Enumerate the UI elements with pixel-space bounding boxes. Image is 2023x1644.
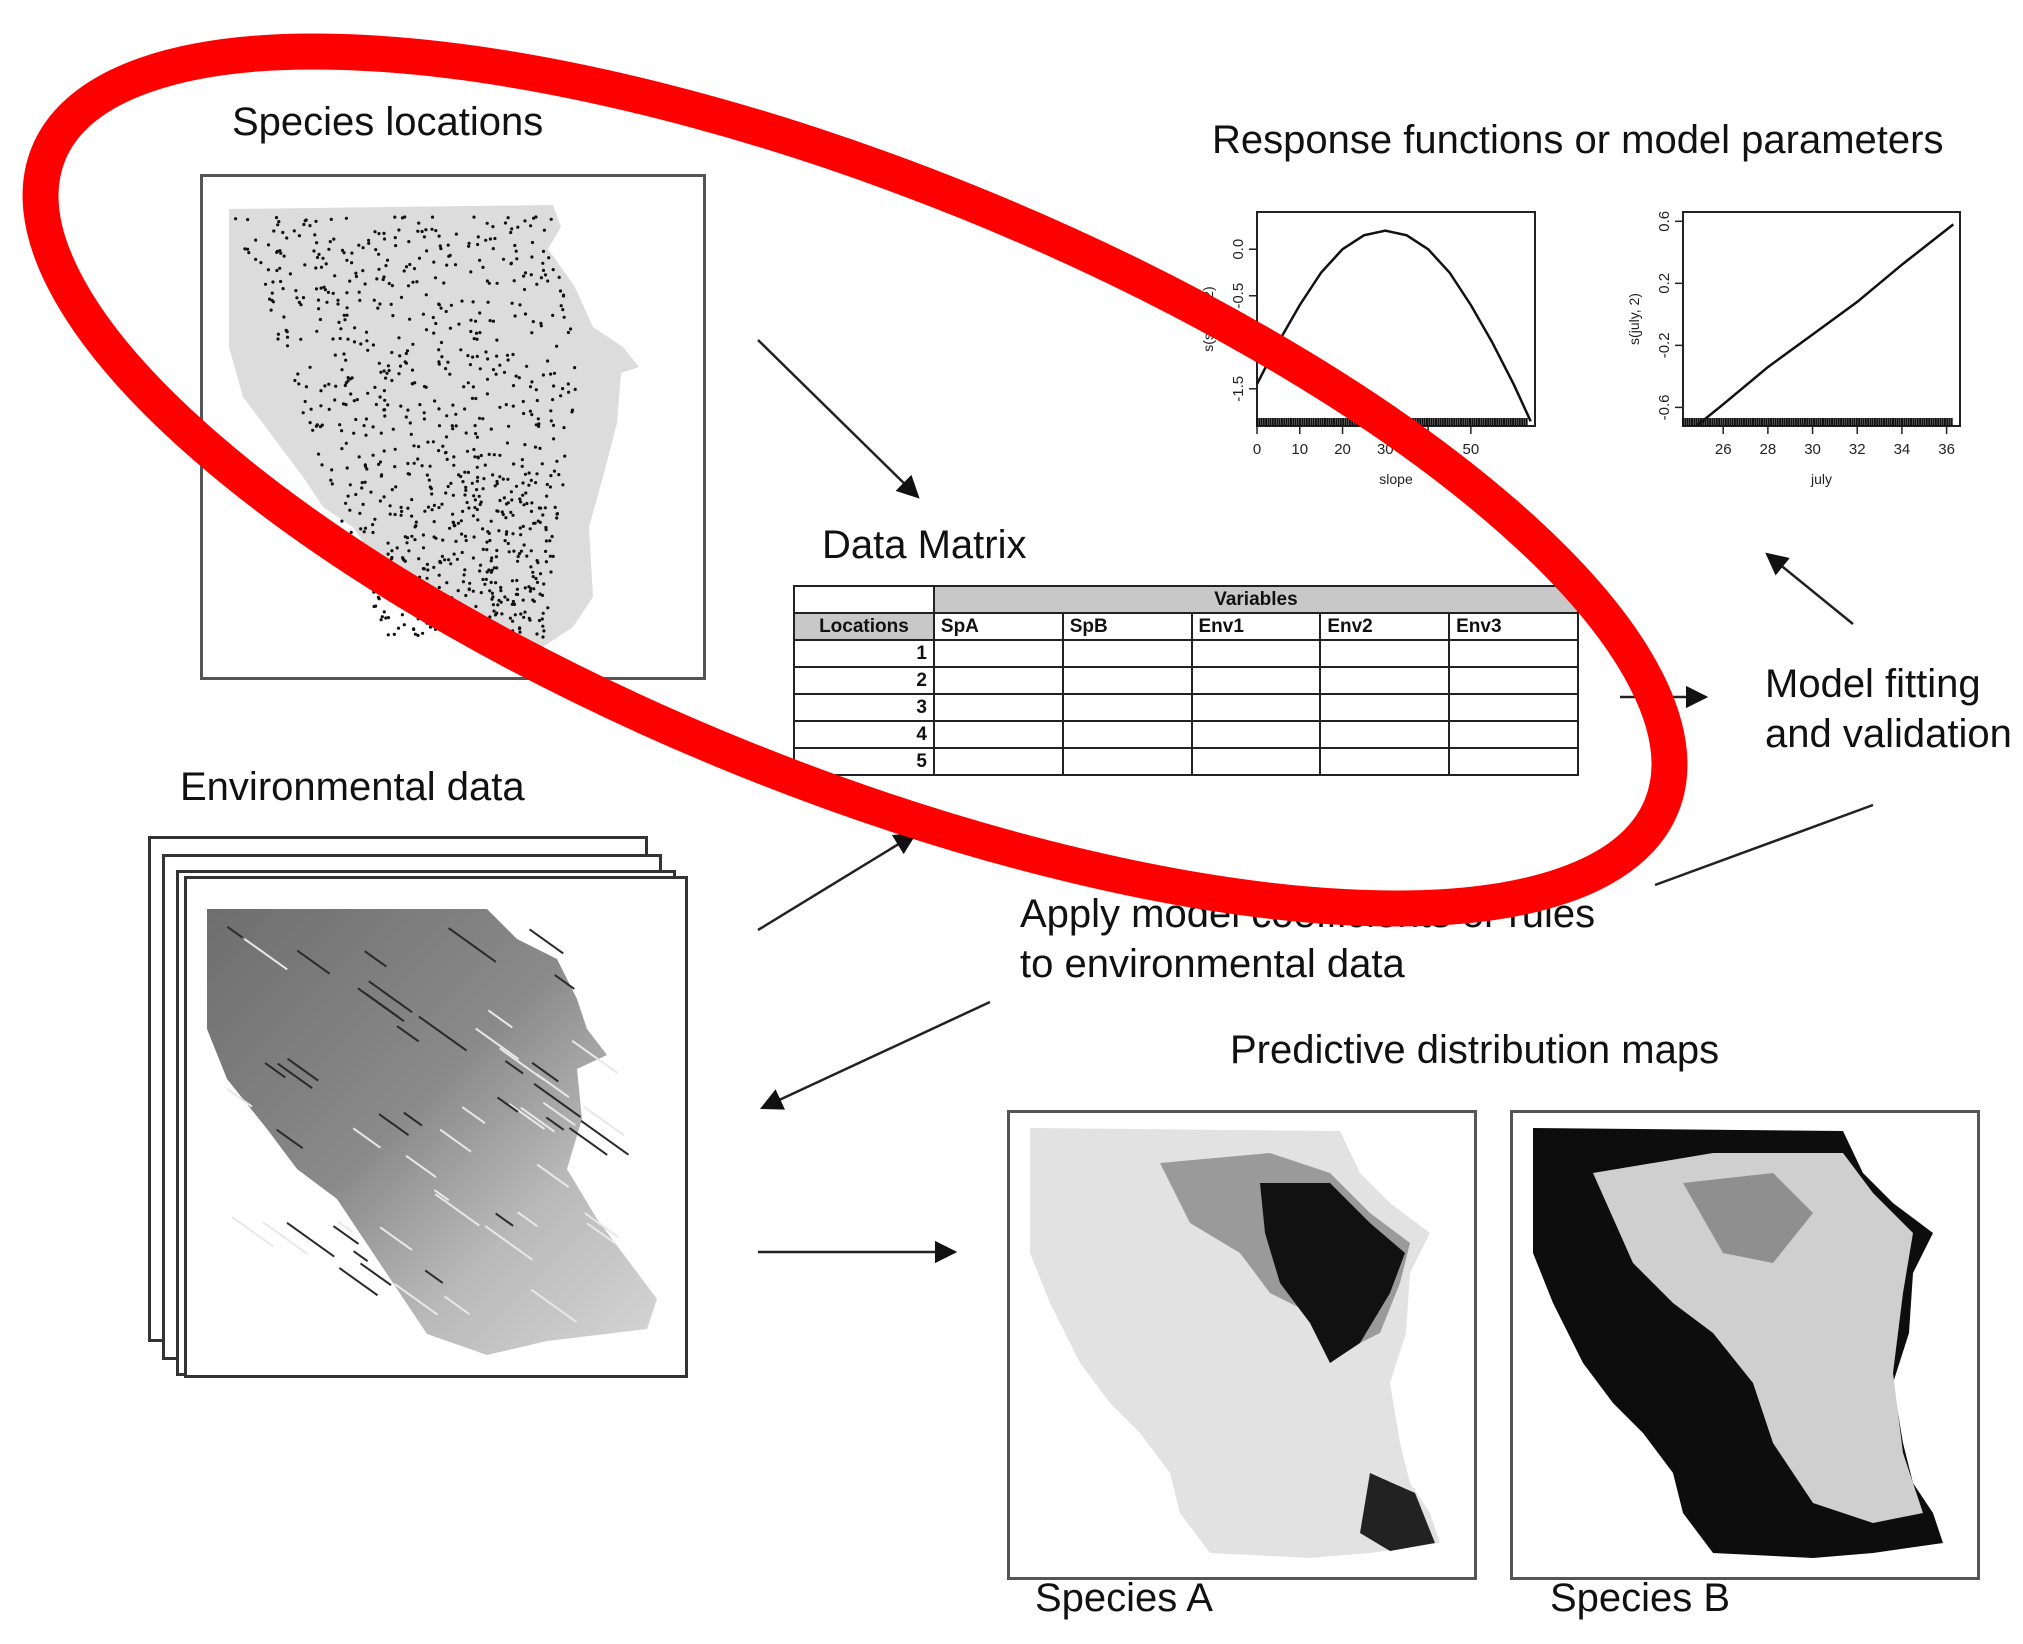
arrow-apply-to-env bbox=[762, 1002, 990, 1108]
species-a-label: Species A bbox=[1035, 1576, 1213, 1620]
arrow-env-to-matrix bbox=[758, 834, 915, 930]
y-axis-label: s(slope, 2) bbox=[1200, 286, 1216, 352]
x-tick-label: 0 bbox=[1252, 441, 1262, 458]
y-tick-label: 0.0 bbox=[1230, 238, 1247, 260]
row-index: 3 bbox=[794, 694, 934, 721]
arrow-model-to-apply bbox=[1655, 805, 1873, 885]
x-tick-label: 32 bbox=[1848, 441, 1866, 458]
arrow-model-to-response bbox=[1767, 554, 1853, 624]
y-tick-label: 0.6 bbox=[1656, 210, 1673, 232]
apply-model-label-line1: Apply model coefficients or rules bbox=[1020, 892, 1596, 936]
y-tick-label: -0.6 bbox=[1656, 394, 1673, 421]
y-tick-label: -0.5 bbox=[1230, 282, 1247, 309]
variables-header: Variables bbox=[934, 586, 1578, 613]
x-axis-label: slope bbox=[1379, 471, 1413, 487]
response-functions-title: Response functions or model parameters bbox=[1212, 118, 1944, 162]
species-b-label: Species B bbox=[1550, 1576, 1731, 1620]
y-axis-label: s(july, 2) bbox=[1626, 293, 1642, 345]
x-tick-label: 50 bbox=[1462, 441, 1480, 458]
column-header: Env1 bbox=[1192, 613, 1321, 640]
y-tick-label: -1.5 bbox=[1230, 375, 1247, 402]
arrow-species-to-matrix bbox=[758, 340, 918, 497]
locations-header: Locations bbox=[794, 613, 934, 640]
apply-model-label-line2: to environmental data bbox=[1020, 942, 1405, 986]
x-tick-label: 40 bbox=[1419, 441, 1437, 458]
column-header: Env2 bbox=[1320, 613, 1449, 640]
species-locations-title: Species locations bbox=[232, 100, 544, 144]
x-tick-label: 10 bbox=[1291, 441, 1309, 458]
model-fitting-label-line1: Model fitting bbox=[1765, 662, 1981, 706]
y-tick-label: 0.2 bbox=[1656, 272, 1673, 294]
model-fitting-label-line2: and validation bbox=[1765, 712, 2012, 756]
column-header: Env3 bbox=[1449, 613, 1578, 640]
x-tick-label: 30 bbox=[1376, 441, 1394, 458]
x-tick-label: 26 bbox=[1714, 441, 1732, 458]
column-header: SpA bbox=[934, 613, 1063, 640]
row-index: 5 bbox=[794, 748, 934, 775]
x-tick-label: 34 bbox=[1893, 441, 1911, 458]
x-tick-label: 20 bbox=[1334, 441, 1351, 458]
x-tick-label: 36 bbox=[1938, 441, 1955, 458]
x-axis-label: july bbox=[1810, 471, 1833, 487]
environmental-data-title: Environmental data bbox=[180, 765, 525, 809]
row-index: 1 bbox=[794, 640, 934, 667]
column-header: SpB bbox=[1063, 613, 1192, 640]
data-matrix-title: Data Matrix bbox=[822, 523, 1027, 567]
row-index: 4 bbox=[794, 721, 934, 748]
row-index: 2 bbox=[794, 667, 934, 694]
x-tick-label: 28 bbox=[1759, 441, 1777, 458]
predictive-maps-title: Predictive distribution maps bbox=[1230, 1028, 1720, 1072]
x-tick-label: 30 bbox=[1804, 441, 1821, 458]
y-tick-label: -0.2 bbox=[1656, 332, 1673, 359]
